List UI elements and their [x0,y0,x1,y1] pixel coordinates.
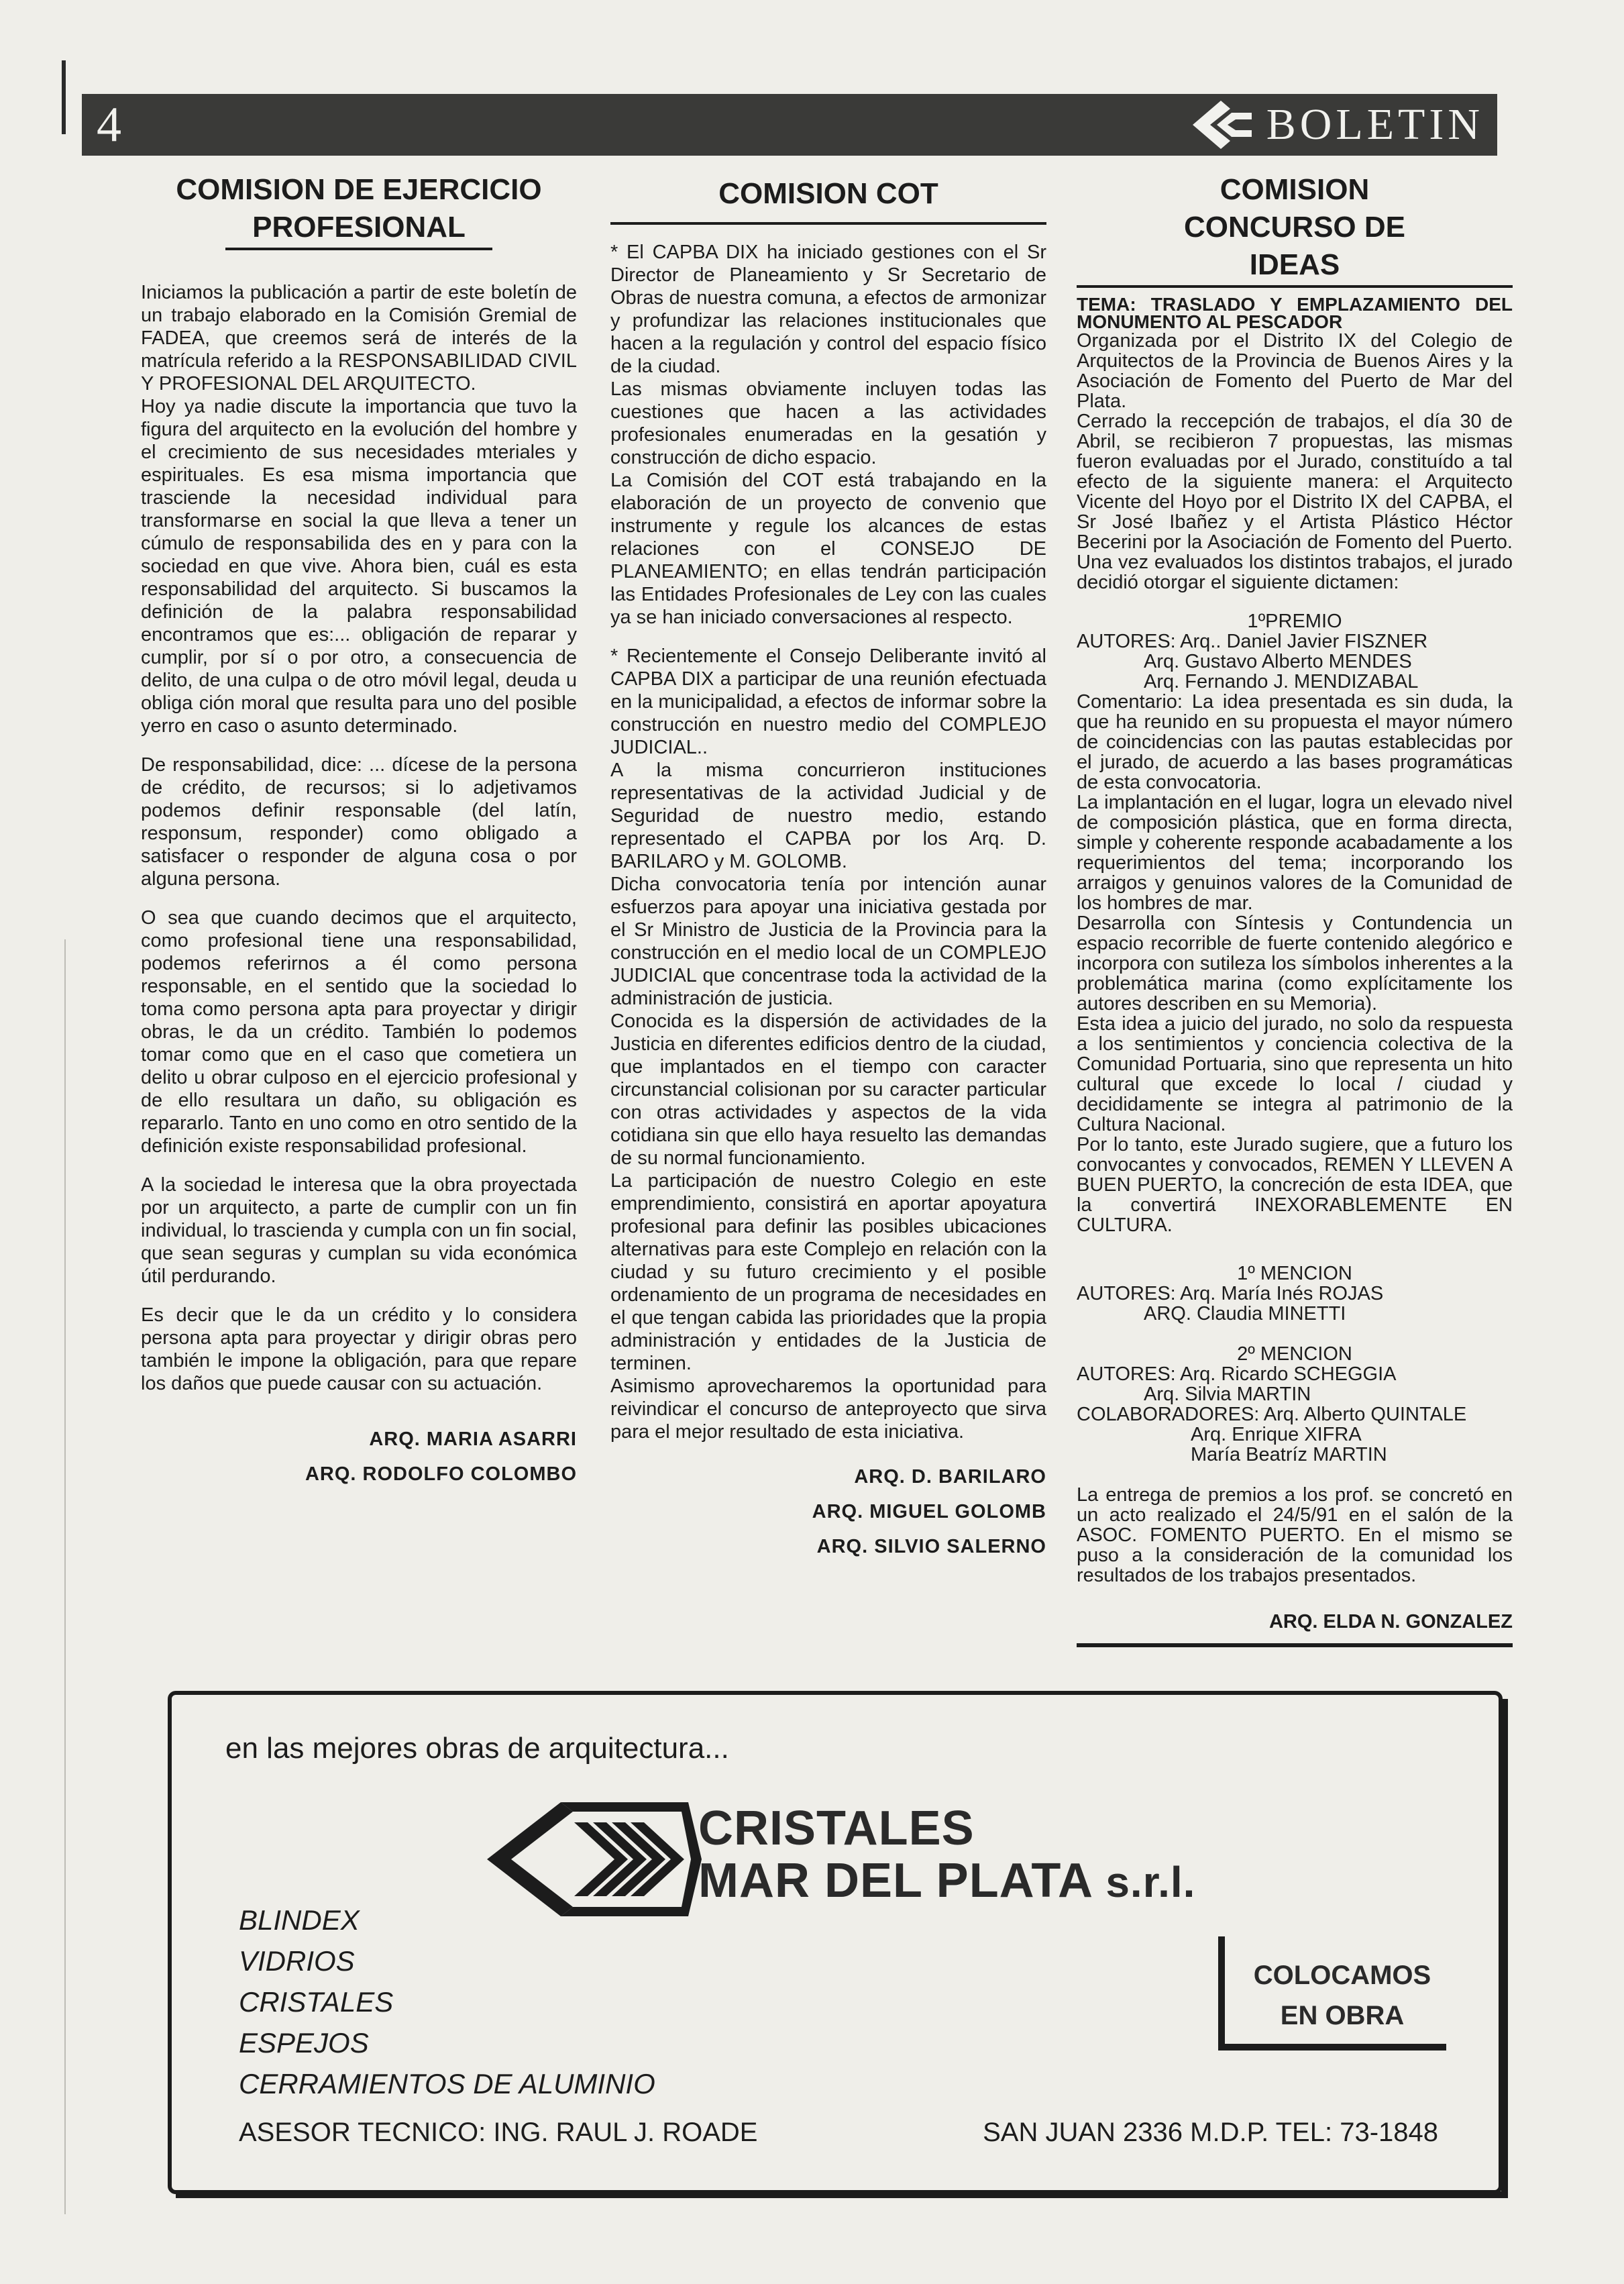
company-name-line1: CRISTALES [698,1802,975,1855]
page-header [82,94,1497,156]
product-item: ESPEJOS [239,2027,369,2059]
company-suffix: s.r.l. [1105,1858,1196,1906]
awards-closing: La entrega de premios a los prof. se concretó en un acto realizado el 24/5/91 en el salón de la ASOC. FOMENTO PUERTO. En el mismo se puso a la consideración de la comunidad los resultados de los trabajos presentados. [1077,1484,1513,1586]
first-mention-author: AUTORES: Arq. María Inés ROJAS [1077,1283,1384,1304]
company-address: SAN JUAN 2336 M.D.P. TEL: 73-1848 [983,2118,1438,2147]
first-prize-author: Arq. Gustavo Alberto MENDES [1144,651,1412,672]
advertisement [168,1691,1503,2194]
first-prize-author: AUTORES: Arq.. Daniel Javier FISZNER [1077,631,1428,652]
publication-brand [1190,98,1484,152]
publication-name: BOLETIN [1266,100,1484,149]
second-mention-title: 2º MENCION [1237,1343,1352,1365]
callout-border [1218,2044,1446,2051]
first-prize-title: 1ºPREMIO [1247,611,1342,632]
company-name-line2: MAR DEL PLATA [698,1854,1092,1908]
column-ejercicio-profesional [141,171,577,1492]
signature-name: ARQ. D. BARILARO [854,1466,1046,1488]
article-paragraph: De responsabilidad, dice: ... dícese de la persona de crédito, de recursos; si lo adjetivamos podemos definir responsable (del latín, responsum, responder) como obligado a satisfacer o responder de alguna cosa o por alguna persona. [141,754,577,890]
binding-mark [62,60,66,134]
product-item: BLINDEX [239,1904,360,1936]
section-title-line2: CONCURSO DE IDEAS [1077,209,1513,288]
page-number: 4 [97,97,121,152]
column-comision-cot [610,171,1046,1564]
contest-intro: Organizada por el Distrito IX del Colegio de Arquitectos de la Provincia de Buenos Aires y la Asociación de Fomento del Puerto de Mar del Plata. Cerrado la reccepción de trabajos, el día 30 de Abril, se recibieron 7 propuestas, las mismas fueron evaluadas por el Jurado, constituído a tal efecto de la siguiente manera: el Arquitecto Vicente del Hoyo por el Distrito IX del CAPBA, el Sr José Ibañez y el Artista Plástico Héctor Becerini por la Asociación de Fomento del Puerto. Una vez evaluados los distintos trabajos, el jurado decidió otorgar el siguiente dictamen: [1077,330,1513,593]
second-mention-author: AUTORES: Arq. Ricardo SCHEGGIA [1077,1363,1397,1385]
first-prize-author: Arq. Fernando J. MENDIZABAL [1144,671,1419,692]
article-paragraph: * Recientemente el Consejo Deliberante invitó al CAPBA DIX a participar de una reunión efectuada en la municipalidad, a efectos de informar sobre la construcción en nuestro medio del COMPLEJO JUDICIAL.. A la misma concurrieron instituciones representativas de la actividad Judicial y de Seguridad de nuestro medio, estando representado el CAPBA por los Arq. D. BARILARO y M. GOLOMB. Dicha convocatoria tenía por intención aunar esfuerzos para apoyar una iniciativa gestada por el Sr Ministro de Justicia de la Provincia para la construcción en el medio local de un COMPLEJO JUDICIAL que concentrase toda la actividad de la administración de justicia. Conocida es la dispersión de actividades de la Justicia en diferentes edificios dentro de la ciudad, que implantados en el tiempo con caracter circunstancial colisionan por su caracter particular con otras actividades y aspectos de la vida cotidiana sin que ello haya resuelto las demandas de su normal funcionamiento. La participación de nuestro Colegio en este emprendimiento, consistirá en aportar apoyatura profesional para definir las posibles ubicaciones alternativas para este Complejo en relación con la ciudad y su futuro crecimiento y el posible ordenamiento de un programa de necesidades en el que tengan cabida las prioridades que la propia administración y entidades de la Justicia de terminen. Asimismo aprovecharemos la oportunidad para reivindicar el concurso de anteproyecto que sirva para el mejor resultado de esta iniciativa. [610,645,1046,1443]
first-mention-title: 1º MENCION [1237,1263,1352,1284]
callout-line2: EN OBRA [1280,2001,1405,2030]
second-mention-collaborator: COLABORADORES: Arq. Alberto QUINTALE [1077,1404,1467,1425]
product-item: VIDRIOS [239,1945,355,1977]
section-title [1077,171,1513,288]
technical-advisor: ASESOR TECNICO: ING. RAUL J. ROADE [239,2118,758,2147]
second-mention-collaborator: Arq. Enrique XIFRA [1191,1424,1362,1445]
title-underline [610,222,1046,225]
first-mention-author: ARQ. Claudia MINETTI [1144,1303,1346,1325]
product-list [239,1900,655,2104]
column-concurso-ideas [1077,171,1513,1647]
product-item: CRISTALES [239,1986,394,2018]
callout-text [1245,1955,1440,2036]
section-title-line1: COMISION DE EJERCICIO [176,173,542,206]
installation-callout [1218,1936,1446,2051]
signature-name: ARQ. SILVIO SALERNO [816,1536,1046,1557]
contest-theme: TEMA: TRASLADO Y EMPLAZAMIENTO DEL MONUMENTO AL PESCADOR [1077,294,1513,332]
article-paragraph: A la sociedad le interesa que la obra proyectada por un arquitecto, a parte de cumplir con un fin individual, lo trascienda y cumpla con un fin social, que sean seguras y cumplan su vida económica útil perdurando. [141,1174,577,1287]
signature-name: ARQ. MARIA ASARRI [369,1429,577,1450]
binding-edge [64,939,66,2214]
signature-name: ARQ. MIGUEL GOLOMB [812,1501,1046,1522]
signature-name: ARQ. RODOLFO COLOMBO [305,1463,577,1485]
section-title [610,175,1046,214]
callout-border [1218,1936,1225,2051]
article-paragraph: Iniciamos la publicación a partir de este boletín de un trabajo elaborado en la Comisión Gremial de FADEA, que creemos será de interés de la matrícula referido a la RESPONSABILIDAD CIVIL Y PROFESIONAL DEL ARQUITECTO. Hoy ya nadie discute la importancia que tuvo la figura del arquitecto en la evolución del hombre y el crecimiento de sus necesidades mteriales y espirituales. Es esa misma importancia que trasciende la necesidad individual para transformarse en social la que lleva a tener un cúmulo de responsabilida des en y para con la sociedad en que vive. Ahora bien, cuál es esta responsabilidad del arquitecto. Si buscamos la definición de la palabra responsabilidad encontramos que es:... obligación de reparar y cumplir, por sí o por otro, a consecuencia de delito, de una culpa o de otro móvil legal, deuda u obliga ción moral que resulta para uno del posible yerro en caso o asunto determinado. [141,282,577,737]
signature-block [141,1422,577,1492]
section-title-line1: COMISION COT [718,177,938,210]
callout-line1: COLOCAMOS [1253,1961,1431,1990]
section-title [141,171,577,250]
capba-arrow-logo-icon [1190,98,1254,152]
product-item: CERRAMIENTOS DE ALUMINIO [239,2068,655,2099]
company-name [698,1802,1195,1908]
second-mention-author: Arq. Silvia MARTIN [1144,1384,1311,1405]
section-title-line1: COMISION [1220,173,1370,206]
column-end-rule [1077,1643,1513,1647]
signature-name: ARQ. ELDA N. GONZALEZ [1268,1611,1513,1632]
article-paragraph: * El CAPBA DIX ha iniciado gestiones con el Sr Director de Planeamiento y Sr Secretario de Obras de nuestra comuna, a efectos de armonizar y profundizar las relaciones institucionales que hacen a la regulación y control del espacio físico de la ciudad. Las mismas obviamente incluyen todas las cuestiones que hacen a las actividades profesionales enumeradas en la gesatión y construcción de dicho espacio. La Comisión del COT está trabajando en la elaboración de un proyecto de convenio que instrumente y regule los alcances de estas relaciones con el CONSEJO DE PLANEAMIENTO; en ellas tendrán participación las Entidades Profesionales de Ley con las cuales ya se han iniciado conversaciones al respecto. [610,242,1046,628]
first-prize-comment: Comentario: La idea presentada es sin duda, la que ha reunido en su propuesta el mayor número de coincidencias con las pautas establecidas por el jurado, de acuerdo a las bases programáticas de esta convocatoria. La implantación en el lugar, logra un elevado nivel de composición plástica, que en forma directa, simple y coherente responde acabadamente a los requerimientos del tema; incorporando los arraigos y genuinos valores de la Comunidad de los hombres de mar. Desarrolla con Síntesis y Contundencia un espacio recorrible de fuerte contenido alegórico e incorpora con sutileza los símbolos inherentes a la problemática marina (como explícitamente los autores describen en su Memoria). Esta idea a juicio del jurado, no solo da respuesta a los sentimientos y conciencia colectiva de la Comunidad Portuaria, sino que representa un hito cultural que excede lo local / ciudad y decididamente se integra al patrimonio de la Cultura Nacional. Por lo tanto, este Jurado sugiere, que a futuro los convocantes y convocados, REMEN Y LLEVEN A BUEN PUERTO, la concreción de esta IDEA, que la convertirá INEXORABLEMENTE EN CULTURA. [1077,691,1513,1236]
ad-tagline: en las mejores obras de arquitectura... [225,1732,729,1765]
article-paragraph: Es decir que le da un crédito y lo considera persona apta para proyectar y dirigir obras pero también le impone la obligación, para que repare los daños que puede causar con su actuación. [141,1304,577,1394]
second-mention-collaborator: María Beatríz MARTIN [1191,1444,1387,1465]
section-title-line2: PROFESIONAL [225,209,492,250]
article-paragraph: O sea que cuando decimos que el arquitecto, como profesional tiene una responsabilidad, podemos referirnos a él como persona responsable, en el sentido que la sociedad lo toma como persona apta para proyectar y dirigir obras, le da un crédito. También lo podemos tomar como que en el caso que cometiera un delito u obrar culposo en el ejercicio profesional y de ello resultara un daño, su obligación es repararlo. Tanto en uno como en otro sentido de la definición existe responsabilidad profesional. [141,907,577,1157]
signature-block [610,1459,1046,1564]
